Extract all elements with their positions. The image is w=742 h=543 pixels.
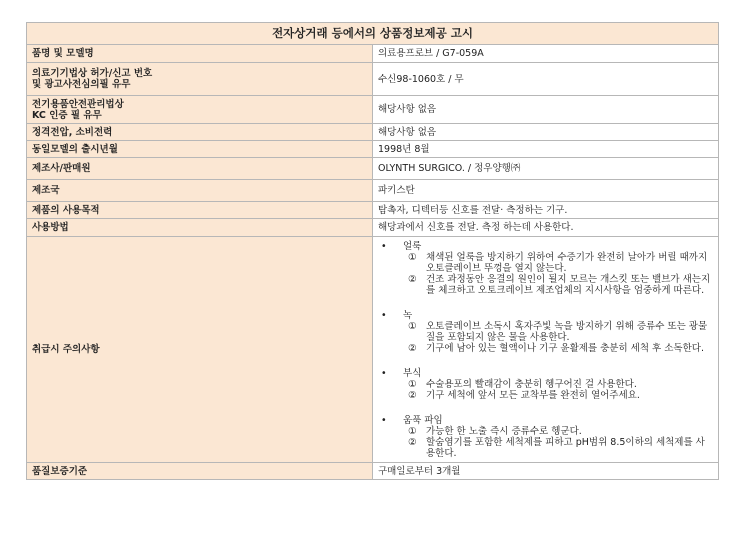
bullet-icon: • xyxy=(381,310,387,321)
table-row xyxy=(27,141,719,158)
row-value: 파키스탄 xyxy=(373,180,719,202)
care-section xyxy=(381,368,713,401)
care-item xyxy=(408,390,713,401)
row-value: 해당사항 없음 xyxy=(373,124,719,141)
warranty-label: 품질보증기준 xyxy=(27,463,373,480)
item-number: ① xyxy=(408,426,417,437)
care-content xyxy=(373,237,719,463)
table-row xyxy=(27,63,719,96)
item-text: 건조 과정동안 응결의 원인이 될지 모르는 개스킷 또는 밸브가 새는지를 체크하고 오토크레이브 제조업체의 지시사항을 엄중하게 따른다. xyxy=(426,274,711,296)
product-info-table xyxy=(26,22,719,480)
row-value: 1998년 8월 xyxy=(373,141,719,158)
table-row xyxy=(27,158,719,180)
item-text: 채색된 얼룩을 방지하기 위하여 수증기가 완전히 날아가 버릴 때까지 오토클레이브 뚜껑을 열지 않는다. xyxy=(426,252,708,274)
table-row xyxy=(27,96,719,124)
care-item xyxy=(408,343,713,354)
care-item xyxy=(408,321,713,343)
care-section-title xyxy=(381,415,713,426)
item-number: ② xyxy=(408,437,417,448)
warranty-value: 구매일로부터 3개월 xyxy=(373,463,719,480)
care-section xyxy=(381,241,713,296)
row-value: 해당사항 없음 xyxy=(373,96,719,124)
table-row xyxy=(27,202,719,219)
item-number: ② xyxy=(408,274,417,285)
row-value: 수신98-1060호 / 무 xyxy=(373,63,719,96)
table-title-row xyxy=(27,23,719,45)
bullet-icon: • xyxy=(381,241,387,252)
table-row xyxy=(27,180,719,202)
row-label: 제품의 사용목적 xyxy=(27,202,373,219)
row-value: 해당과에서 신호를 전달. 측정 하는데 사용한다. xyxy=(373,219,719,237)
row-value: 의료용프로브 / G7-059A xyxy=(373,45,719,63)
item-number: ① xyxy=(408,379,417,390)
care-item xyxy=(408,274,713,296)
table-row xyxy=(27,219,719,237)
care-row xyxy=(27,237,719,463)
item-text: 가능한 한 노출 즉시 증류수로 헹군다. xyxy=(426,426,582,437)
section-gap xyxy=(378,354,713,368)
care-label: 취급시 주의사항 xyxy=(27,237,373,463)
section-gap xyxy=(378,401,713,415)
care-section-title xyxy=(381,310,713,321)
bullet-icon: • xyxy=(381,415,387,426)
item-number: ① xyxy=(408,252,417,263)
care-item xyxy=(408,252,713,274)
care-section-name: 부식 xyxy=(403,368,422,379)
table-row xyxy=(27,45,719,63)
row-value: OLYNTH SURGICO. / 정우양행㈜ xyxy=(373,158,719,180)
care-item xyxy=(408,426,713,437)
bullet-icon: • xyxy=(381,368,387,379)
item-number: ② xyxy=(408,390,417,401)
item-text: 기구에 남아 있는 혈액이나 기구 윤활제를 충분히 세척 후 소독한다. xyxy=(426,343,704,354)
row-label: 제조사/판매원 xyxy=(27,158,373,180)
care-item xyxy=(408,379,713,390)
row-label: 동일모델의 출시년월 xyxy=(27,141,373,158)
care-item xyxy=(408,437,713,459)
row-value: 탐촉자, 디텍터등 신호를 전달· 측정하는 기구. xyxy=(373,202,719,219)
care-section-title xyxy=(381,368,713,379)
item-text: 기구 세척에 앞서 모든 교착부를 완전히 열어주세요. xyxy=(426,390,640,401)
care-section xyxy=(381,310,713,354)
item-text: 오토클레이브 소독시 혹자주빛 녹을 방지하기 위해 증류수 또는 광물질을 포함되지 않은 물을 사용한다. xyxy=(426,321,708,343)
table-title: 전자상거래 등에서의 상품정보제공 고시 xyxy=(27,23,719,45)
row-label: 사용방법 xyxy=(27,219,373,237)
care-section-name: 얼룩 xyxy=(403,241,422,252)
care-section xyxy=(381,415,713,459)
item-text: 할숨염기를 포함한 세척제를 피하고 pH범위 8.5이하의 세척제를 사용한다. xyxy=(426,437,705,459)
row-label: 의료기기법상 허가/신고 번호 및 광고사전심의필 유무 xyxy=(27,63,373,96)
row-label: 정격전압, 소비전력 xyxy=(27,124,373,141)
section-gap xyxy=(378,296,713,310)
item-number: ② xyxy=(408,343,417,354)
care-section-title xyxy=(381,241,713,252)
row-label: 품명 및 모델명 xyxy=(27,45,373,63)
item-text: 수술용포의 빨래감이 충분히 헹구어진 걸 사용한다. xyxy=(426,379,637,390)
row-label: 제조국 xyxy=(27,180,373,202)
care-section-name: 녹 xyxy=(403,310,413,321)
table-row xyxy=(27,124,719,141)
care-section-name: 움푹 파임 xyxy=(403,415,443,426)
warranty-row xyxy=(27,463,719,480)
row-label: 전기용품안전관리법상 KC 인증 필 유무 xyxy=(27,96,373,124)
item-number: ① xyxy=(408,321,417,332)
